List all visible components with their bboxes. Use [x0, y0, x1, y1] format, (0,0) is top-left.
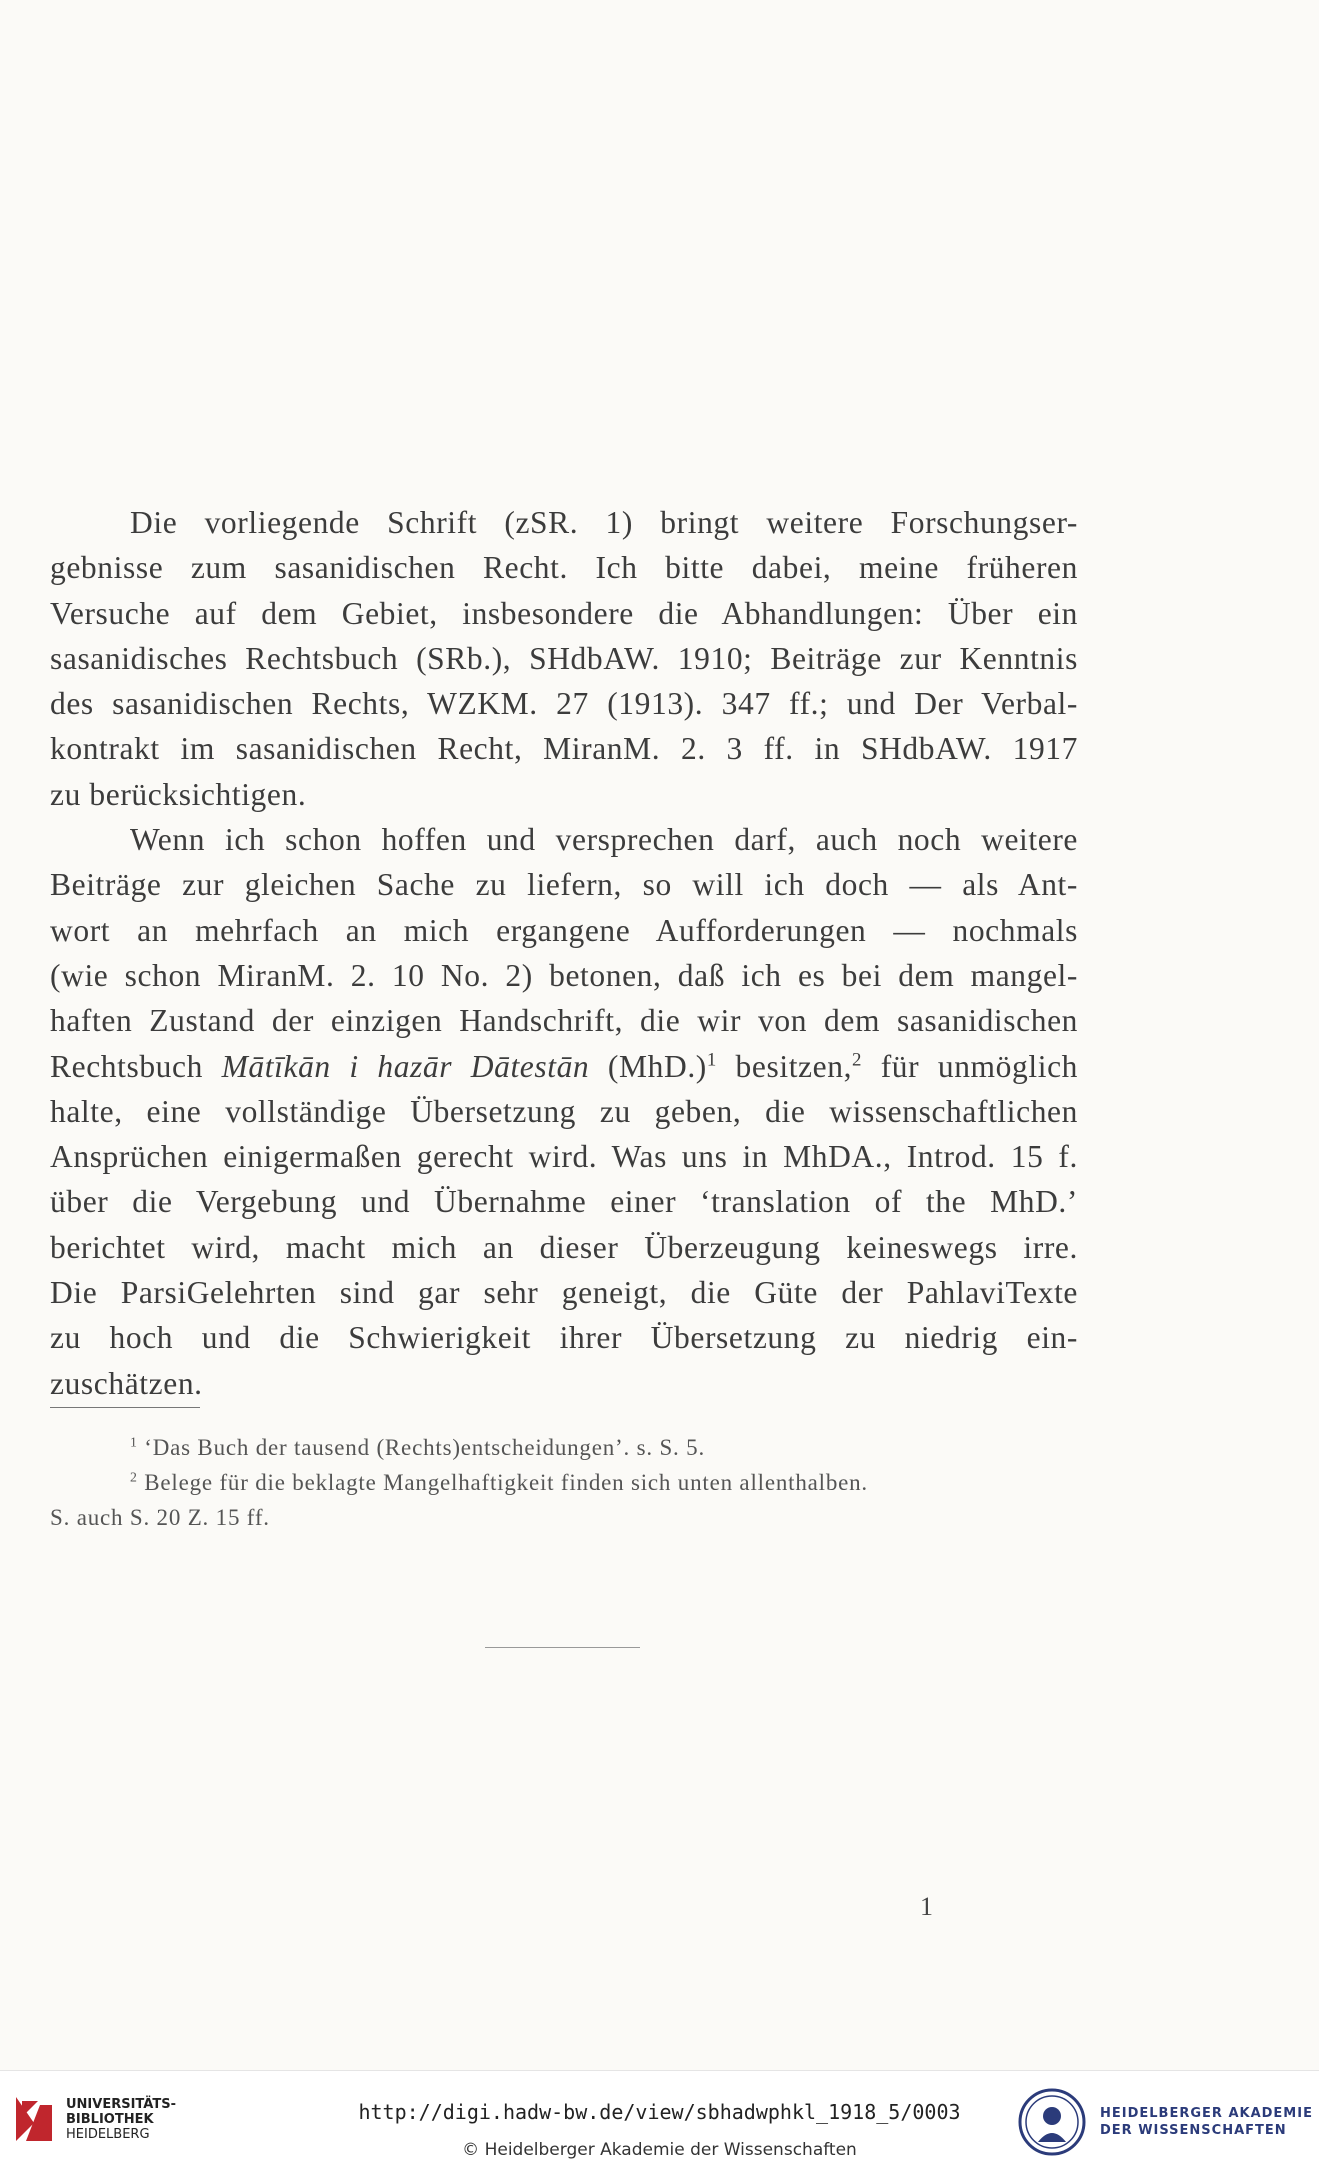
paragraph-1 — [50, 500, 1078, 817]
footnote-2-continued: S. auch S. 20 Z. 15 ff. — [50, 1505, 270, 1530]
footnote-divider — [50, 1407, 200, 1408]
text-line: des sasanidischen Rechts, WZKM. 27 (1913). 347 ff.; und Der Verbal- — [50, 686, 1078, 722]
text-line: Ansprüchen einigermaßen gerecht wird. Was uns in MhDA., Introd. 15 f. — [50, 1139, 1078, 1175]
library-name-line: BIBLIOTHEK — [66, 2111, 154, 2127]
text-line: Versuche auf dem Gebiet, insbesondere die Abhandlungen: Über ein — [50, 595, 1078, 631]
text-line: zuschätzen. — [50, 1365, 203, 1401]
footnote-text: ‘Das Buch der tausend (Rechts)entscheidungen’. s. S. 5. — [137, 1435, 705, 1460]
footnote-2 — [50, 1465, 1078, 1500]
text-run: für unmöglich — [862, 1048, 1078, 1084]
academy-logo[interactable] — [1018, 2088, 1313, 2156]
text-line: gebnisse zum sasanidischen Recht. Ich bitte dabei, meine früheren — [50, 550, 1078, 586]
footnote-mark: 2 — [130, 1469, 138, 1485]
footnote-mark: 1 — [130, 1434, 138, 1450]
academy-name — [1100, 2105, 1313, 2139]
text-line — [50, 1044, 1078, 1089]
text-line: (wie schon MiranM. 2. 10 No. 2) betonen, daß ich es bei dem mangel- — [50, 957, 1078, 993]
book-title: Mātīkān i hazār Dātestān — [221, 1048, 590, 1084]
body-text — [50, 500, 1078, 1406]
academy-seal-icon — [1018, 2088, 1086, 2156]
text-line: Die vorliegende Schrift (zSR. 1) bringt weitere Forschungser- — [130, 505, 1078, 540]
text-line: zu hoch und die Schwierigkeit ihrer Übersetzung zu niedrig ein- — [50, 1320, 1078, 1356]
text-line: kontrakt im sasanidischen Recht, MiranM. 2. 3 ff. in SHdbAW. 1917 — [50, 731, 1078, 767]
library-name-line: HEIDELBERG — [66, 2126, 150, 2142]
text-line: sasanidisches Rechtsbuch (SRb.), SHdbAW. 1910; Beiträge zur Kenntnis — [50, 640, 1078, 676]
text-line: halte, eine vollständige Übersetzung zu geben, die wissenschaftlichen — [50, 1093, 1078, 1129]
page-number: 1 — [920, 1892, 933, 1921]
text-run: besitzen, — [716, 1048, 853, 1084]
text-line: Beiträge zur gleichen Sache zu liefern, so will ich doch — als Ant- — [50, 867, 1078, 903]
footnote-text: Belege für die beklagte Mangelhaftigkeit finden sich unten allenthalben. — [137, 1470, 868, 1495]
footnote-ref-1: 1 — [706, 1049, 717, 1071]
text-run: (MhD.) — [589, 1048, 707, 1084]
text-run: Rechtsbuch — [50, 1048, 222, 1084]
paragraph-2 — [50, 817, 1078, 1406]
footnote-1 — [50, 1430, 1078, 1465]
footnote-ref-2: 2 — [852, 1049, 863, 1071]
section-divider — [485, 1647, 640, 1648]
library-name-line: UNIVERSITÄTS- — [66, 2096, 176, 2112]
text-line: zu berücksichtigen. — [50, 776, 307, 812]
footnotes — [50, 1430, 1078, 1535]
text-line: Wenn ich schon hoffen und versprechen darf, auch noch weitere — [130, 822, 1078, 858]
text-line: haften Zustand der einzigen Handschrift, die wir von dem sasanidischen — [50, 1003, 1078, 1039]
academy-name-line: HEIDELBERGER AKADEMIE — [1100, 2106, 1313, 2121]
permalink-url[interactable]: http://digi.hadw-bw.de/view/sbhadwphkl_1918_5/0003 — [358, 2100, 961, 2124]
academy-name-line: DER WISSENSCHAFTEN — [1100, 2123, 1287, 2138]
text-line: Die ParsiGelehrten sind gar sehr geneigt, die Güte der PahlaviTexte — [50, 1275, 1078, 1311]
text-line: über die Vergebung und Übernahme einer ‘translation of the MhD.’ — [50, 1184, 1078, 1220]
copyright-notice: © Heidelberger Akademie der Wissenschaften — [462, 2140, 857, 2160]
text-line: wort an mehrfach an mich ergangene Aufforderungen — nochmals — [50, 912, 1078, 948]
text-line: berichtet wird, macht mich an dieser Überzeugung keineswegs irre. — [50, 1229, 1078, 1265]
